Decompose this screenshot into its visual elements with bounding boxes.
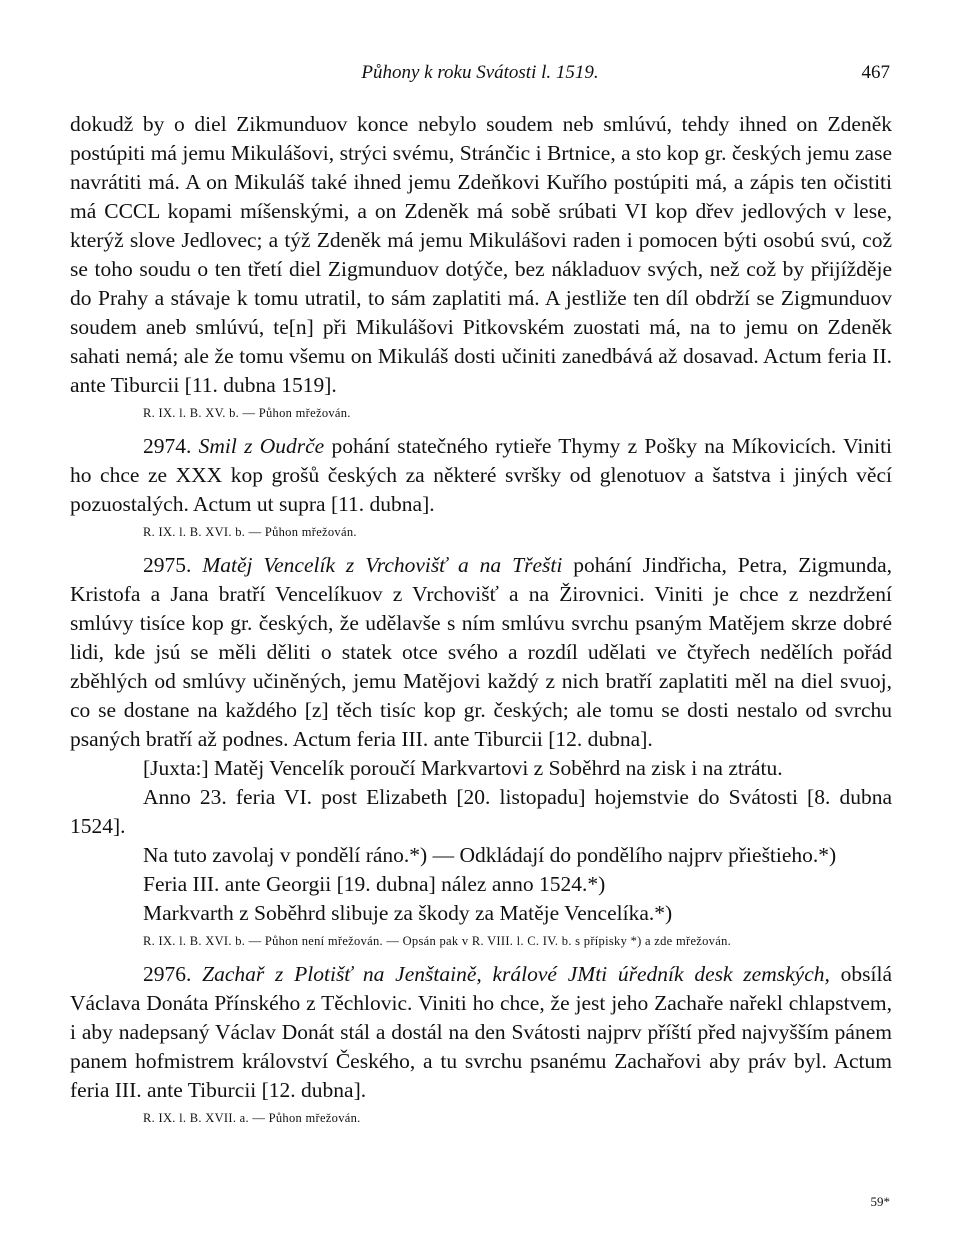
entry-person: Matěj Vencelík z Vrchovišť a na Třešti: [202, 553, 563, 577]
note-juxta: [Juxta:] Matěj Vencelík poroučí Markvartovi z Soběhrd na zisk i na ztrátu.: [143, 756, 783, 780]
page-body: [70, 110, 892, 1137]
page-number: 467: [861, 62, 890, 83]
entry-2974: [70, 432, 892, 519]
entry-person: Smil z Oudrče: [198, 434, 325, 458]
entry-number: 2975.: [143, 553, 192, 577]
note-zavolaj: Na tuto zavolaj v pondělí ráno.*) — Odkládají do pondělího najprv přieštieho.*): [143, 843, 837, 867]
note-feria: Feria III. ante Georgii [19. dubna] nález anno 1524.*): [143, 872, 606, 896]
entry-text: pohání Jindřicha, Petra, Zigmunda, Kristofa a Jana bratří Vencelíkuov z Vrchovišť a na Žirovnici. Viniti je chce z nezdržení smlúvy tisíce kop gr. českých, že udělavše s ním smlúvu svrchu psaným Matějem skrze dobré lidi, kde jsú se měli děliti o statek otce svého a rozdíl udělati ve čtyřech nedělích pořád zběhlých od smlúvy učiněných, jemu Matějovi každý z nich bratří zaplatiti měl na diel svuoj, co se dostane na každého [z] těch tisíc kop gr. českých; ale tomu se dosti nestalo od svrchu psaných bratří až podnes. Actum feria III. ante Tiburcii [12. dubna].: [70, 553, 893, 751]
source-note: R. IX. l. B. XVI. b. — Půhon mřežován.: [143, 525, 357, 539]
source-note: R. IX. l. B. XVII. a. — Půhon mřežován.: [143, 1111, 361, 1125]
entry-2976: [70, 960, 892, 1105]
paragraph-continuation: dokudž by o diel Zikmunduov konce nebylo soudem neb smlúvú, tehdy ihned on Zdeněk postúpiti má jemu Mikulášovi, strýci svému, Stránčic i Brtnice, a sto kop gr. českých jemu zase navrátiti má. A on Mikuláš také ihned jemu Zdeňkovi Kuřího postúpiti má, a zápis ten očistiti má CCCL kopami míšenskými, a on Zdeněk má sobě srúbati VI kop dřev jedlových v lese, kterýž slove Jedlovec; a týž Zdeněk má jemu Mikulášovi raden i pomocen býti osobú svú, což se toho soudu o ten třetí diel Zigmunduov dotýče, bez nákladuov svých, než což by přijížděje do Prahy a stávaje k tomu utratil, to sám zaplatiti má. A jestliže ten díl obdrží se Zigmunduov soudem aneb smlúvú, te[n] při Mikulášovi Pitkovském zuostati má, na to jemu on Zdeněk sahati nemá; ale že tomu všemu on Mikuláš dosti učiniti zanedbává až dosavad. Actum feria II. ante Tiburcii [11. dubna 1519].: [70, 112, 892, 397]
entry-person: Zachař z Plotišť na Jenštaině, králové JMti úředník desk zemských,: [202, 962, 830, 986]
note-markvarth: Markvarth z Soběhrd slibuje za škody za Matěje Vencelíka.*): [143, 901, 673, 925]
source-note: R. IX. l. B. XVI. b. — Půhon není mřežován. — Opsán pak v R. VIII. l. C. IV. b. s přípisky *) a zde mřežován.: [143, 934, 732, 948]
entry-text: pohání statečného rytieře Thymy z Pošky na Míkovicích. Viniti ho chce ze XXX kop grošů českých za některé svršky od glenotuov a šatstva i jiných věcí pozuostalých. Actum ut supra [11. dubna].: [70, 434, 893, 516]
entry-text: obsílá Václava Donáta Přínského z Těchlovic. Viniti ho chce, že jest jeho Zachaře nařekl chlapstvem, i aby nadepsaný Václav Donát stál a dostál na den Svátosti najprv příští před najvyšším pánem panem hofmistrem království Českého, a tu svrchu psanému Zachařovi aby práv byl. Actum feria III. ante Tiburcii [12. dubna].: [70, 962, 892, 1102]
running-header-title: Půhony k roku Svátosti l. 1519.: [361, 62, 599, 83]
note-anno: Anno 23. feria VI. post Elizabeth [20. listopadu] hojemstvie do Svátosti [8. dubna 1524].: [70, 785, 892, 838]
source-note: R. IX. l. B. XV. b. — Půhon mřežován.: [143, 406, 351, 420]
signature-mark: 59*: [870, 1194, 890, 1209]
entry-number: 2974.: [143, 434, 192, 458]
entry-number: 2976.: [143, 962, 192, 986]
entry-2975: [70, 551, 892, 754]
